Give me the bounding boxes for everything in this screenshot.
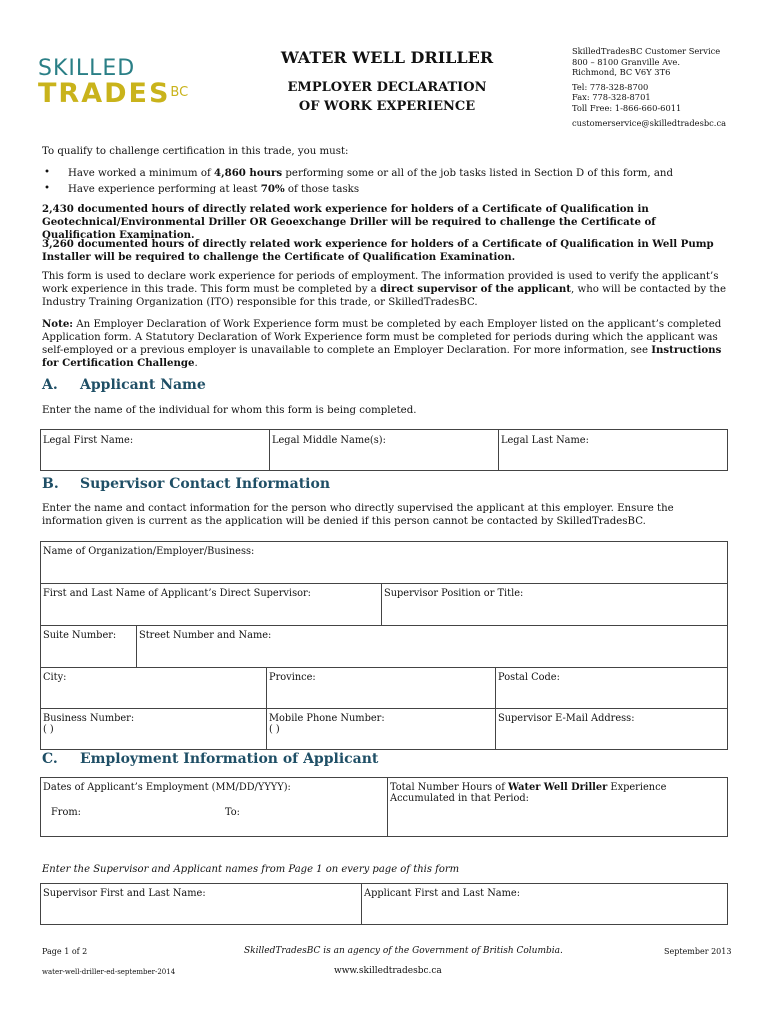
instructions-link[interactable]: Instructions for Certification Challenge: [42, 344, 722, 369]
logo-line2: TRADES: [38, 78, 171, 109]
supervisor-name-field[interactable]: First and Last Name of Applicant’s Direct Supervisor:: [43, 588, 311, 599]
form-purpose-text: This form is used to declare work experience for periods of employment. The information provided is used to verify the applicant’s work experience in this trade. This form must be completed by a direct supervisor of the applicant, who will be contacted by the Industry Training Organization (ITO) responsible for this trade, or SkilledTradesBC.: [42, 271, 727, 308]
suite-number-field[interactable]: Suite Number:: [43, 630, 117, 641]
postal-code-field[interactable]: Postal Code:: [498, 672, 560, 683]
legal-first-name-field[interactable]: Legal First Name:: [43, 435, 134, 446]
page-subtitle-line1: EMPLOYER DECLARATION: [287, 80, 487, 95]
section-a-heading: A. Applicant Name: [42, 377, 206, 393]
logo-suffix: BC: [170, 85, 189, 100]
footer-applicant-name-field[interactable]: Applicant First and Last Name:: [364, 888, 521, 899]
employment-dates-label: Dates of Applicant’s Employment (MM/DD/YYYY):: [43, 782, 291, 793]
contact-block: [572, 46, 726, 129]
contact-tollfree: Toll Free: 1-866-660-6011: [572, 102, 682, 113]
agency-statement: SkilledTradesBC is an agency of the Government of British Columbia.: [244, 946, 563, 956]
section-c-heading: C. Employment Information of Applicant: [42, 751, 379, 767]
section-b-heading: B. Supervisor Contact Information: [42, 476, 330, 492]
revision-date: September 2013: [664, 947, 732, 956]
footer-supervisor-name-field[interactable]: Supervisor First and Last Name:: [43, 888, 206, 899]
page-number: Page 1 of 2: [42, 947, 88, 956]
legal-last-name-field[interactable]: Legal Last Name:: [501, 435, 589, 446]
skilledtradesbc-logo: [38, 58, 188, 107]
supervisor-email-field[interactable]: Supervisor E-Mail Address:: [498, 713, 635, 724]
business-number-field[interactable]: Business Number: ( ): [42, 710, 266, 754]
mobile-area-code: ( ): [269, 724, 280, 735]
date-from-field[interactable]: From:: [51, 807, 81, 818]
contact-address1: 800 – 8100 Granville Ave.: [572, 56, 680, 67]
contact-address2: Richmond, BC V6Y 3T6: [572, 67, 671, 77]
date-to-field[interactable]: To:: [225, 807, 240, 818]
mobile-phone-field[interactable]: Mobile Phone Number: ( ): [268, 710, 495, 754]
total-hours-field[interactable]: Total Number Hours of Water Well Driller Experience Accumulated in that Period:: [390, 782, 667, 804]
legal-middle-name-field[interactable]: Legal Middle Name(s):: [272, 435, 386, 446]
contact-tel: Tel: 778-328-8700: [572, 81, 649, 92]
requirements-list: [42, 166, 673, 197]
section-a-desc: Enter the name of the individual for whom this form is being completed.: [42, 405, 417, 416]
business-area-code: ( ): [43, 724, 54, 735]
contact-org: SkilledTradesBC Customer Service: [572, 46, 721, 56]
website-link[interactable]: www.skilledtradesbc.ca: [334, 966, 442, 976]
geotechnical-requirement: 2,430 documented hours of directly related work experience for holders of a Certificate of Qualification in Geotechnical/Environmental Driller OR Geoexchange Driller will be required to challenge the Certificate of Qualification Examination.: [42, 203, 656, 241]
note-text: Note: An Employer Declaration of Work Experience form must be completed by each Employer listed on the applicant’s completed Application form. A Statutory Declaration of Work Experience form must be completed for periods during which the applicant was self-employed or a previous employer is unavailable to complete an Employer Declaration. For more information, see Instructions for Certification Challenge.: [42, 318, 722, 369]
form-code: water-well-driller-ed-september-2014: [42, 968, 176, 976]
page-title: WATER WELL DRILLER: [280, 48, 494, 67]
names-instruction: Enter the Supervisor and Applicant names from Page 1 on every page of this form: [42, 864, 460, 875]
supervisor-position-field[interactable]: Supervisor Position or Title:: [384, 588, 524, 599]
organization-name-field[interactable]: Name of Organization/Employer/Business:: [43, 546, 255, 557]
city-field[interactable]: City:: [43, 672, 67, 683]
street-field[interactable]: Street Number and Name:: [139, 630, 272, 641]
pump-installer-requirement: 3,260 documented hours of directly related work experience for holders of a Certificate of Qualification in Well Pump Installer will be required to challenge the Certificate of Qualification Examination.: [42, 238, 714, 263]
contact-email: customerservice@skilledtradesbc.ca: [572, 118, 727, 128]
logo-line1: SKILLED: [38, 56, 136, 81]
qualify-text: To qualify to challenge certification in this trade, you must:: [42, 146, 349, 157]
province-field[interactable]: Province:: [269, 672, 316, 683]
requirement-hours: • Have worked a minimum of 4,860 hours performing some or all of the job tasks listed in Section D of this form, and: [42, 166, 673, 182]
contact-fax: Fax: 778-328-8701: [572, 92, 651, 102]
page-subtitle-line2: OF WORK EXPERIENCE: [298, 99, 476, 114]
requirement-tasks: • Have experience performing at least 70% of those tasks: [42, 182, 673, 198]
section-b-desc: Enter the name and contact information for the person who directly supervised the applicant at this employer. Ensure the information given is current as the application will be denied if this person cannot be contacted by SkilledTradesBC.: [42, 503, 674, 527]
